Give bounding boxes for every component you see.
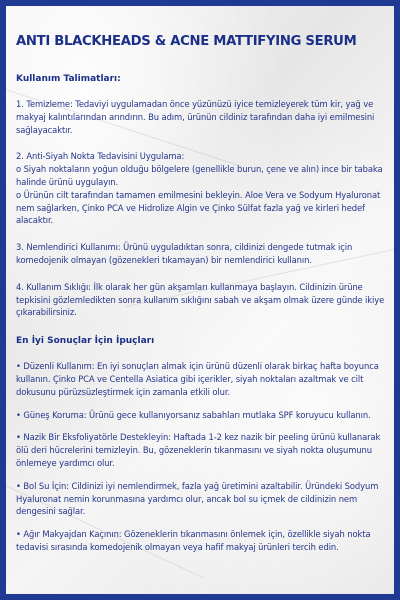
marble-card <box>6 6 394 594</box>
tips-heading: En İyi Sonuçlar İçin İpuçları <box>16 336 155 347</box>
tip-light-makeup: • Ağır Makyajdan Kaçının: Gözeneklerin tıkanmasını önlemek için, özellikle siyah nokta tedavisi sırasında komedojenik olmayan veya hafif makyaj ürünleri tercih edin. <box>16 529 371 552</box>
document-content <box>16 6 386 554</box>
instruction-step-application: 2. Anti-Siyah Nokta Tedavisini Uygulama: o Siyah noktaların yoğun olduğu bölgelere (genellikle burun, çene ve alın) ince bir tabaka halinde ürünü uygulayın. o Ürünün cilt tarafından tamamen emilmesini bekleyin. Aloe Vera ve Sodyum Hyaluronat nem sağlarken, Çinko PCA ve Hidrolize Algin ve Çinko Sülfat fazla yağ ve kirleri hedef alacaktır. <box>16 151 383 226</box>
instructions-heading: Kullanım Talimatları: <box>16 74 121 84</box>
tip-exfoliation: • Nazik Bir Eksfoliyatörle Destekleyin: Haftada 1-2 kez nazik bir peeling ürünü kullanarak ölü deri hücrelerini temizleyin. Bu, gözeneklerin tıkanmasını ve siyah nokta oluşumunu önlemeye yardımcı olur. <box>16 432 381 468</box>
tip-sun-protection: • Güneş Koruma: Ürünü gece kullanıyorsanız sabahları mutlaka SPF koruyucu kullanın. <box>16 409 371 420</box>
page-title: ANTI BLACKHEADS & ACNE MATTIFYING SERUM <box>16 34 357 49</box>
instruction-step-frequency: 4. Kullanım Sıklığı: İlk olarak her gün akşamları kullanmaya başlayın. Cildinizin ürüne tepkisini gözlemledikten sonra kullanım sıklığını sabah ve akşam olmak üzere günde ikiye çıkarabilirsiniz. <box>16 281 385 318</box>
instruction-step-cleansing: 1. Temizleme: Tedaviyi uygulamadan önce yüzünüzü iyice temizleyerek tüm kir, yağ ve makyaj kalıntılarından arındırın. Bu adım, ürünün cildiniz tarafından daha iyi emilmesini sağlayacaktır. <box>16 99 375 135</box>
instruction-step-moisturizer: 3. Nemlendirici Kullanımı: Ürünü uyguladıktan sonra, cildinizi dengede tutmak için komedojenik olmayan (gözenekleri tıkamayan) bir nemlendirici kullanın. <box>16 242 353 265</box>
tip-hydration: • Bol Su İçin: Cildinizi iyi nemlendirmek, fazla yağ üretimini azaltabilir. Üründeki Sodyum Hyaluronat nemin korunmasına yardımcı olur, ancak bol su içmek de cildinizin nem dengesini sağlar. <box>16 480 379 517</box>
tip-regular-use: • Düzenli Kullanım: En iyi sonuçları almak için ürünü düzenli olarak birkaç hafta boyunca kullanın. Çinko PCA ve Centella Asiatica gibi içerikler, siyah noktaları azaltmak ve cilt dokusunu pürüzsüzleştirmek için zamanla etkili olur. <box>16 361 379 397</box>
